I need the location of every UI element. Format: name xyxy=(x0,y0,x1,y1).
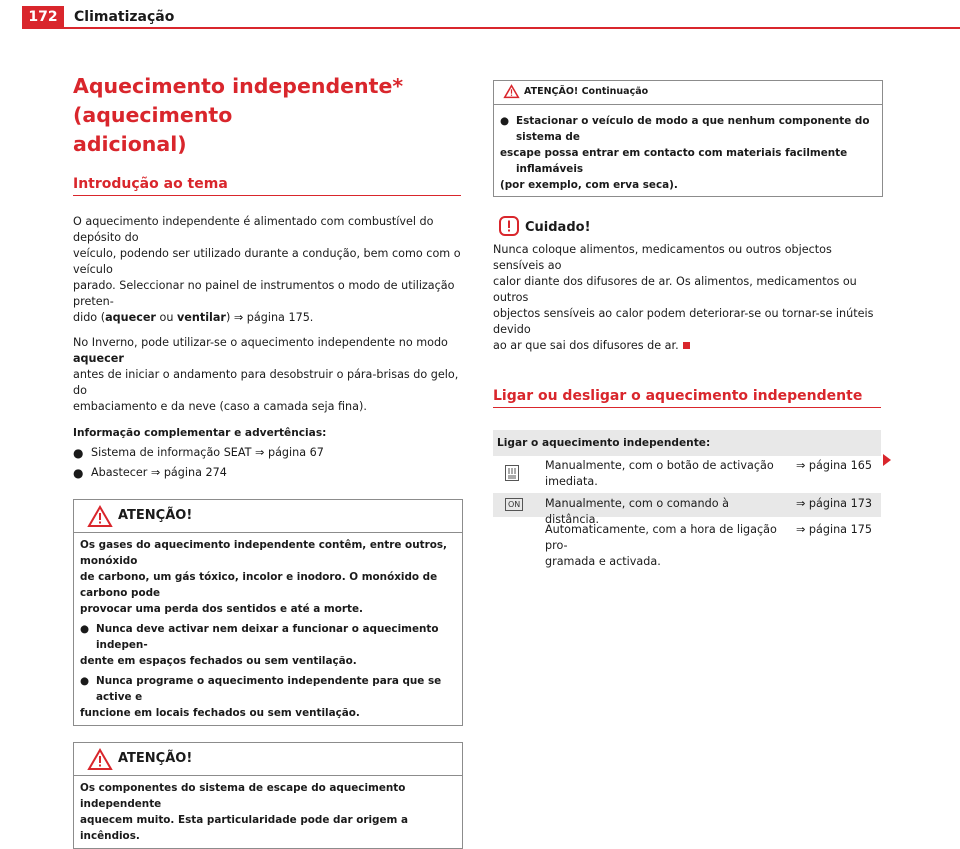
row-line: gramada e activada. xyxy=(545,555,661,568)
section-title-switch: Ligar ou desligar o aquecimento independente xyxy=(493,388,881,408)
mode-heat: aquecer xyxy=(73,352,124,365)
list-item[interactable] xyxy=(73,465,463,481)
warning-paragraph xyxy=(80,537,456,617)
warning-body xyxy=(74,776,462,848)
warning-body xyxy=(74,533,462,725)
warning-line: Os componentes do sistema de escape do aquecimento independente xyxy=(80,782,406,810)
intro-line: O aquecimento independente é alimentado com combustível do depósito do xyxy=(73,215,434,244)
caution-title xyxy=(493,216,883,240)
page-reference-link[interactable]: ⇒ página 165 xyxy=(796,459,872,472)
row-description xyxy=(545,522,777,570)
activation-table xyxy=(493,430,881,568)
warning-line: Nunca programe o aquecimento independente para que se active e xyxy=(96,675,442,703)
warning-box-continued xyxy=(493,80,883,197)
table-row xyxy=(493,517,881,568)
mode-heat: aquecer xyxy=(105,311,156,324)
main-title-line1: Aquecimento independente* (aquecimento xyxy=(73,74,404,127)
page-number: 172 xyxy=(22,6,64,28)
caution-paragraph xyxy=(493,242,883,354)
caution-line: objectos sensíveis ao calor podem deteriorar-se ou tornar-se inúteis devido xyxy=(493,307,874,336)
next-page-arrow-icon[interactable] xyxy=(883,454,891,466)
row-description: Manualmente, com o comando à distância. xyxy=(545,497,729,526)
right-column xyxy=(493,80,883,568)
row-description xyxy=(545,458,777,490)
caution-label: Cuidado! xyxy=(525,220,591,235)
warning-label: ATENÇÃO! Continuação xyxy=(524,86,649,97)
warning-line: Nunca deve activar nem deixar a funcionar o aquecimento indepen- xyxy=(96,623,439,651)
winter-line: embaciamento e da neve (caso a camada seja fina). xyxy=(73,400,367,413)
warning-line: funcione em locais fechados ou sem ventilação. xyxy=(80,707,360,719)
page-header xyxy=(0,0,960,30)
caution-line: calor diante dos difusores de ar. Os alimentos, medicamentos ou outros xyxy=(493,275,857,304)
table-row xyxy=(493,493,881,526)
bullet-icon: ● xyxy=(80,623,90,635)
main-title-line2: adicional) xyxy=(73,132,187,156)
page-reference-link[interactable]: ) ⇒ página 175. xyxy=(225,311,314,324)
table-row xyxy=(493,456,881,493)
warning-line: Os gases do aquecimento independente contêm, entre outros, monóxido xyxy=(80,539,447,567)
section-title-intro: Introdução ao tema xyxy=(73,176,461,196)
warning-line: Estacionar o veículo de modo a que nenhum componente do sistema de xyxy=(516,115,870,143)
row-line: Manualmente, com o botão de activação xyxy=(545,459,774,472)
bullet-icon: ● xyxy=(73,446,84,460)
intro-line: ou xyxy=(155,311,177,324)
warning-triangle-icon xyxy=(88,749,112,770)
table-heading: Ligar o aquecimento independente: xyxy=(493,430,881,456)
header-title: Climatização xyxy=(74,9,175,25)
heater-button-icon xyxy=(505,465,519,481)
warning-box-gases xyxy=(73,499,463,726)
winter-line: No Inverno, pode utilizar-se o aquecimento independente no modo xyxy=(73,336,448,349)
info-item-label: Abastecer ⇒ página 274 xyxy=(91,466,227,479)
warning-bullet xyxy=(80,621,456,669)
remote-on-icon: ON xyxy=(505,498,523,511)
warning-line: provocar uma perda dos sentidos e até a morte. xyxy=(80,603,363,615)
main-title xyxy=(73,72,463,159)
left-column xyxy=(73,72,463,849)
row-line: Automaticamente, com a hora de ligação pro- xyxy=(545,523,777,552)
caution-icon xyxy=(499,216,519,236)
warning-triangle-icon xyxy=(504,85,519,98)
warning-line: dente em espaços fechados ou sem ventilação. xyxy=(80,655,357,667)
section-end-marker xyxy=(683,342,690,349)
intro-line: dido ( xyxy=(73,311,106,324)
warning-bullet xyxy=(500,113,876,193)
page-reference-link[interactable]: ⇒ página 173 xyxy=(796,497,872,510)
warning-header xyxy=(74,500,462,533)
list-item[interactable] xyxy=(73,445,463,461)
bullet-icon: ● xyxy=(80,675,90,687)
mode-ventilate: ventilar xyxy=(177,311,226,324)
warning-line: (por exemplo, com erva seca). xyxy=(500,179,678,191)
warning-line: escape possa entrar em contacto com materiais facilmente inflamáveis xyxy=(500,147,848,175)
info-item-label: Sistema de informação SEAT ⇒ página 67 xyxy=(91,446,324,459)
warning-line: aquecem muito. Esta particularidade pode dar origem a incêndios. xyxy=(80,814,408,842)
caution-line: Nunca coloque alimentos, medicamentos ou outros objectos sensíveis ao xyxy=(493,243,832,272)
header-rule xyxy=(22,27,960,29)
warning-box-exhaust xyxy=(73,742,463,849)
warning-header xyxy=(74,743,462,776)
warning-triangle-icon xyxy=(88,506,112,527)
winter-paragraph xyxy=(73,335,463,415)
warning-bullet xyxy=(80,673,456,721)
info-heading: Informação complementar e advertências: xyxy=(73,427,327,439)
caution-line: ao ar que sai dos difusores de ar. xyxy=(493,339,679,352)
warning-body xyxy=(494,105,882,196)
intro-line: parado. Seleccionar no painel de instrumentos o modo de utilização preten- xyxy=(73,279,455,308)
warning-line: de carbono, um gás tóxico, incolor e inodoro. O monóxido de carbono pode xyxy=(80,571,438,599)
winter-line: antes de iniciar o andamento para desobstruir o pára-brisas do gelo, do xyxy=(73,368,459,397)
warning-header xyxy=(494,81,882,105)
bullet-icon: ● xyxy=(500,115,510,127)
warning-label: ATENÇÃO! xyxy=(118,751,193,766)
intro-line: veículo, podendo ser utilizado durante a condução, bem como com o veículo xyxy=(73,247,461,276)
intro-paragraph xyxy=(73,214,463,326)
warning-label: ATENÇÃO! xyxy=(118,508,193,523)
page-reference-link[interactable]: ⇒ página 175 xyxy=(796,523,872,536)
bullet-icon: ● xyxy=(73,466,84,480)
row-line: imediata. xyxy=(545,475,598,488)
